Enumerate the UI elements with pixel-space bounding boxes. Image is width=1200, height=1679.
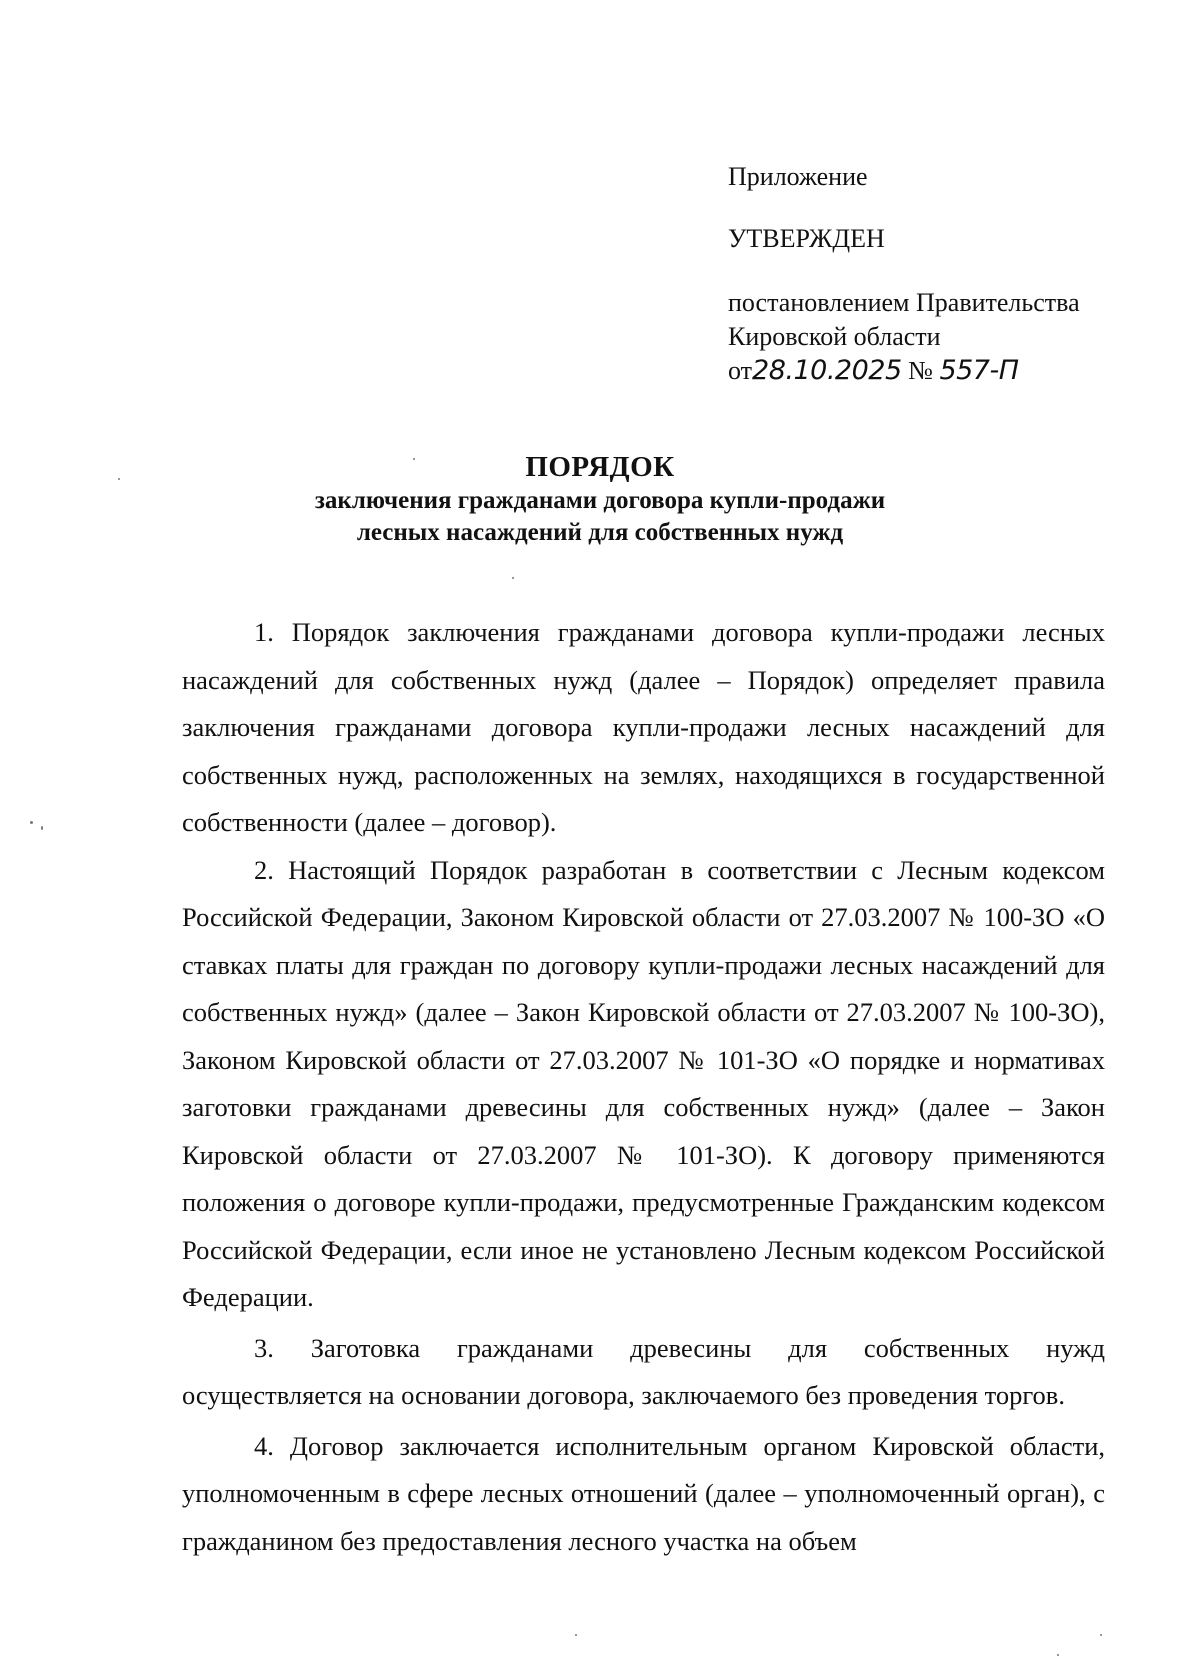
handwritten-date: 28.10.2025 xyxy=(752,355,902,386)
title-subtitle-line-1: заключения гражданами договора купли-продажи xyxy=(314,487,886,514)
approval-stamp-block xyxy=(728,160,1080,388)
decree-date-number xyxy=(728,354,1080,388)
scan-speck xyxy=(413,458,415,460)
decree-line-2: Кировской области xyxy=(728,322,941,351)
scan-speck xyxy=(41,826,43,830)
scan-speck xyxy=(575,1634,577,1636)
paragraph-2: 2. Настоящий Порядок разработан в соответствии с Лесным кодексом Российской Федерации, Законом Кировской области от 27.03.2007 № 100-ЗО «О ставках платы для граждан по договору купли-продажи лесных насаждений для собственных нужд» (далее – Закон Кировской области от 27.03.2007 № 100-ЗО), Законом Кировской области от 27.03.2007 № 101-ЗО «О порядке и нормативах заготовки гражданами древесины для собственных нужд» (далее – Закон Кировской области от 27.03.2007 № 101-ЗО). К договору применяются положения о договоре купли-продажи, предусмотренные Гражданским кодексом Российской Федерации, если иное не установлено Лесным кодексом Российской Федерации. xyxy=(182,854,1105,1312)
title-subtitle-line-2: лесных насаждений для собственных нужд xyxy=(356,519,844,546)
scan-speck xyxy=(118,478,120,480)
approved-label: УТВЕРЖДЕН xyxy=(728,224,885,253)
paragraph-3: 3. Заготовка гражданами древесины для собственных нужд осуществляется на основании договора, заключаемого без проведения торгов. xyxy=(182,1332,1105,1410)
document-body xyxy=(182,609,1105,1565)
handwritten-number: 557-П xyxy=(939,355,1019,386)
date-prefix: от xyxy=(728,356,753,385)
document-title xyxy=(0,449,1200,549)
number-prefix: № xyxy=(908,356,933,385)
scan-speck xyxy=(30,821,33,824)
scan-speck xyxy=(1057,1654,1059,1656)
scan-speck xyxy=(1100,1634,1102,1636)
paragraph-1: 1. Порядок заключения гражданами договора купли-продажи лесных насаждений для собственных нужд (далее – Порядок) определяет правила заключения гражданами договора купли-продажи лесных насаждений для собственных нужд, расположенных на землях, находящихся в государственной собственности (далее – договор). xyxy=(182,617,1105,837)
scan-speck xyxy=(512,577,514,579)
decree-line-1: постановлением Правительства xyxy=(728,288,1080,317)
appendix-label: Приложение xyxy=(728,162,868,191)
paragraph-4: 4. Договор заключается исполнительным органом Кировской области, уполномоченным в сфере лесных отношений (далее – уполномоченный орган), с гражданином без предоставления лесного участка на объем xyxy=(182,1430,1105,1556)
title-main: ПОРЯДОК xyxy=(525,451,675,483)
